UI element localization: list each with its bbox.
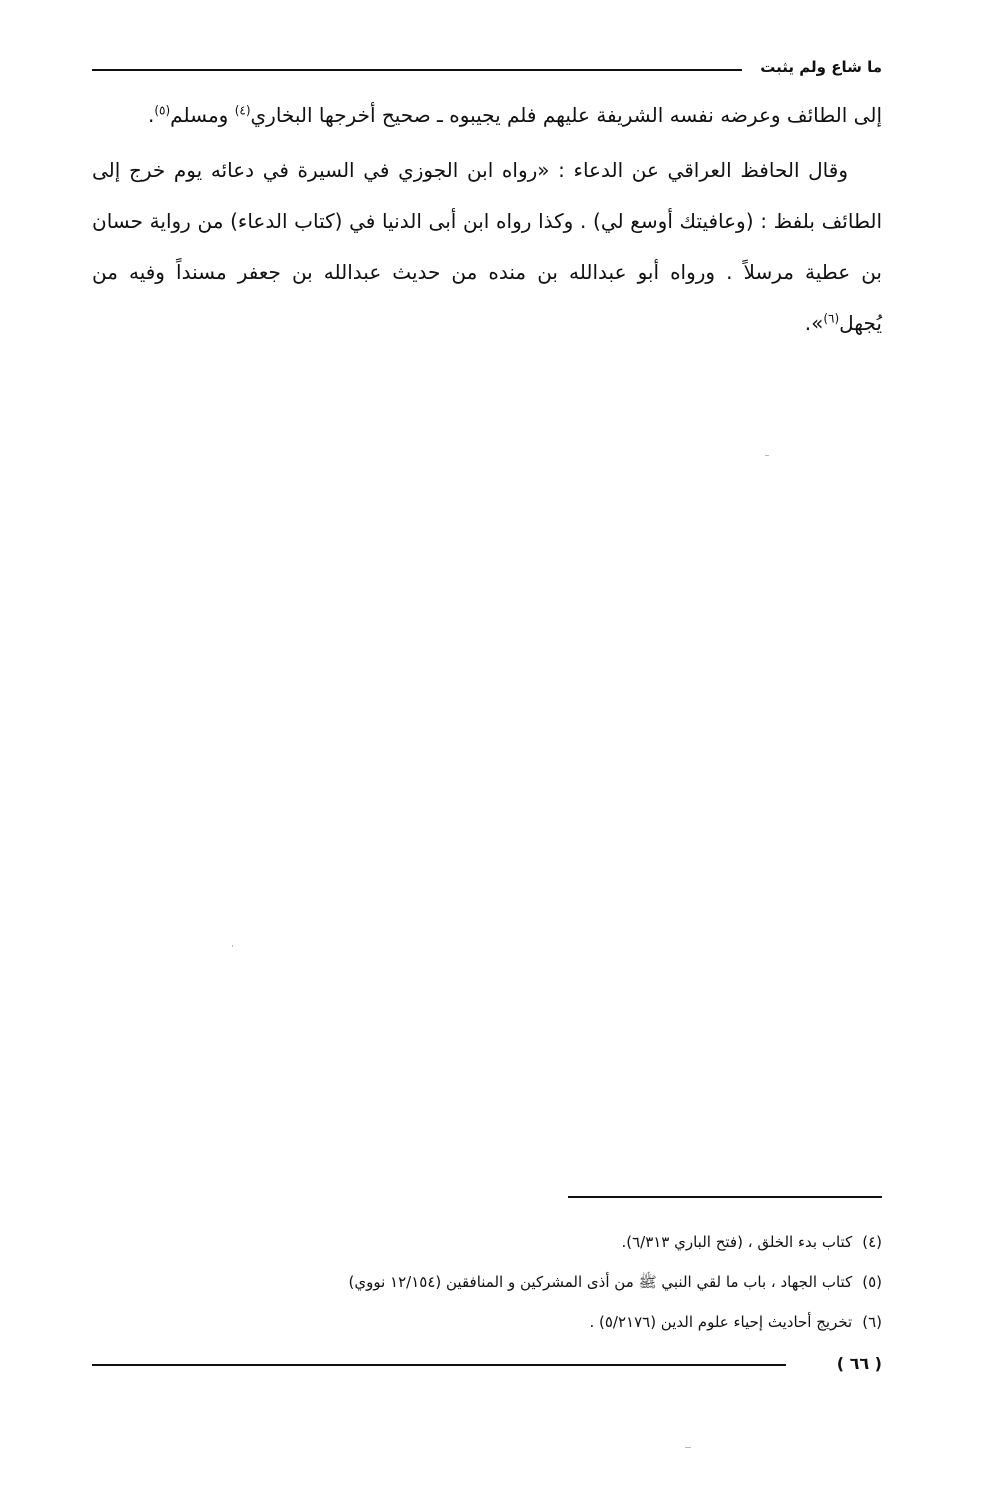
paragraph-1 [92,90,882,141]
paragraph-1-text: إلى الطائف وعرضه نفسه الشريفة عليهم فلم يجيبوه ـ صحيح أخرجها البخاري [250,103,882,127]
footnote-text: تخريج أحاديث إحياء علوم الدين (٥/٢١٧٦) . [589,1313,853,1331]
footnote-number: (٤) [862,1233,882,1251]
footnote-number: (٦) [862,1313,882,1331]
header-rule [92,69,742,71]
paragraph-2-end: ». [804,311,824,335]
body-text [92,90,882,349]
paragraph-2 [92,145,882,349]
scan-speck [685,1447,691,1448]
footnote-5 [160,1262,882,1302]
footnote-separator [568,1196,882,1198]
footnote-ref-4: (٤) [234,103,251,118]
page-number: ( ٦٦ ) [836,1354,882,1373]
paragraph-1-end: . [147,103,155,127]
footer-rule [92,1364,786,1366]
scan-speck [765,455,769,456]
footnote-ref-5: (٥) [154,103,171,118]
footnote-text: كتاب بدء الخلق ، (فتح الباري ٦/٣١٣). [621,1233,853,1251]
footnotes [160,1222,882,1342]
running-title: ما شاع ولم يثبت [760,58,882,76]
footnote-ref-6: (٦) [823,311,840,326]
footnote-number: (٥) [862,1273,882,1291]
running-header [92,56,882,82]
scan-speck [232,945,233,947]
paragraph-2-text: وقال الحافظ العراقي عن الدعاء : «رواه ابن الجوزي في السيرة في دعائه يوم خرج إلى الطائف بلفظ : (وعافيتك أوسع لي) . وكذا رواه ابن أبى الدنيا في (كتاب الدعاء) من رواية حسان بن عطية مرسلاً . ورواه أبو عبدالله بن منده من حديث عبدالله بن جعفر مسنداً وفيه من يُجهل [92,158,882,335]
paragraph-1-mid: ومسلم [170,103,235,127]
footnote-6 [160,1302,882,1342]
page-footer [92,1352,882,1378]
footnote-text: كتاب الجهاد ، باب ما لقي النبي ﷺ من أذى المشركين و المنافقين (١٢/١٥٤ نووي) [348,1273,853,1291]
footnote-4 [160,1222,882,1262]
